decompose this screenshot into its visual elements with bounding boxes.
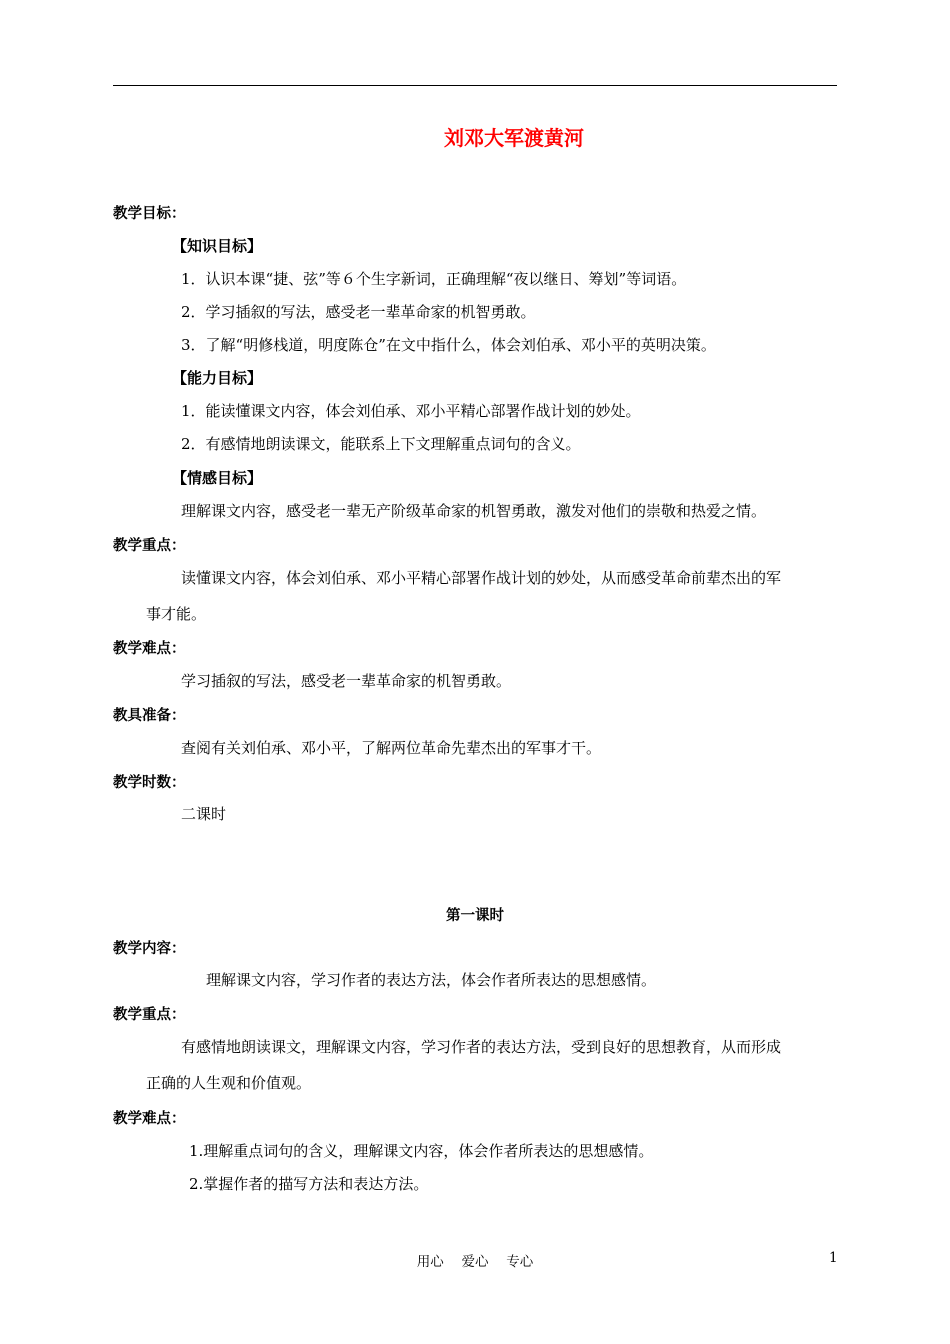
- lesson1-key-heading: 教学重点：: [113, 1007, 186, 1023]
- hours-text: 二课时: [181, 805, 227, 823]
- goals-heading: 教学目标：: [113, 206, 186, 222]
- difficulties-heading: 教学难点：: [113, 641, 186, 657]
- lesson1-difficulties-heading: 教学难点：: [113, 1111, 186, 1127]
- lesson1-difficulty-item-1: 1.理解重点词句的含义，理解课文内容，体会作者所表达的思想感情。: [189, 1142, 654, 1160]
- key-points-line-1: 读懂课文内容，体会刘伯承、邓小平精心部署作战计划的妙处，从而感受革命前辈杰出的军: [181, 569, 782, 587]
- footer-motto: 用心 爱心 专心: [416, 1254, 534, 1270]
- materials-text: 查阅有关刘伯承、邓小平，了解两位革命先辈杰出的军事才干。: [181, 739, 602, 757]
- key-points-line-2: 事才能。: [146, 605, 207, 623]
- hours-heading: 教学时数：: [113, 775, 186, 791]
- lesson1-content-heading: 教学内容：: [113, 941, 186, 957]
- ability-heading: 【能力目标】: [172, 369, 263, 387]
- ability-item-2: 2．有感情地朗读课文，能联系上下文理解重点词句的含义。: [181, 435, 581, 453]
- emotion-text: 理解课文内容，感受老一辈无产阶级革命家的机智勇敢，激发对他们的崇敬和热爱之情。: [181, 502, 767, 520]
- materials-heading: 教具准备：: [113, 708, 186, 724]
- knowledge-item-1: 1．认识本课“捷、弦”等６个生字新词，正确理解“夜以继日、筹划”等词语。: [181, 270, 687, 288]
- page-number: 1: [829, 1250, 838, 1266]
- page-title: 刘邓大军渡黄河: [444, 126, 584, 150]
- lesson1-heading: 第一课时: [446, 908, 504, 924]
- knowledge-item-3: 3．了解“明修栈道，明度陈仓”在文中指什么，体会刘伯承、邓小平的英明决策。: [181, 336, 716, 354]
- ability-item-1: 1．能读懂课文内容，体会刘伯承、邓小平精心部署作战计划的妙处。: [181, 402, 641, 420]
- lesson1-difficulty-item-2: 2.掌握作者的描写方法和表达方法。: [189, 1175, 429, 1193]
- key-points-heading: 教学重点：: [113, 538, 186, 554]
- difficulties-text: 学习插叙的写法，感受老一辈革命家的机智勇敢。: [181, 672, 512, 690]
- header-rule: [113, 85, 837, 86]
- lesson1-key-line-1: 有感情地朗读课文，理解课文内容，学习作者的表达方法，受到良好的思想教育，从而形成: [181, 1038, 782, 1056]
- knowledge-item-2: 2．学习插叙的写法，感受老一辈革命家的机智勇敢。: [181, 303, 536, 321]
- emotion-heading: 【情感目标】: [172, 469, 263, 487]
- lesson1-content-text: 理解课文内容，学习作者的表达方法，体会作者所表达的思想感情。: [206, 971, 657, 989]
- knowledge-heading: 【知识目标】: [172, 237, 263, 255]
- lesson1-key-line-2: 正确的人生观和价值观。: [146, 1074, 312, 1092]
